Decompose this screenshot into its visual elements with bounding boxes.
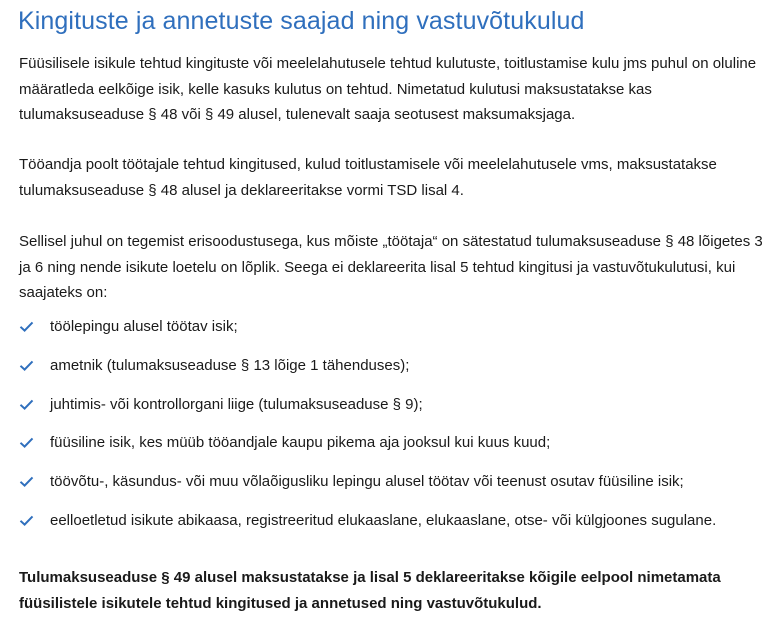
list-item [19, 508, 779, 547]
list-item [19, 469, 779, 508]
check-icon [19, 513, 34, 528]
check-icon [19, 319, 34, 334]
list-item [19, 353, 779, 392]
page-title: Kingituste ja annetuste saajad ning vastuvõtukulud [18, 7, 585, 35]
paragraph-fringe-benefit: Sellisel juhul on tegemist erisoodustusega, kus mõiste „töötaja“ on sätestatud tulumaksuseaduse § 48 lõigetes 3 ja 6 ning nende isikute loetelu on lõplik. Seega ei deklareerita lisal 5 tehtud kingitusi ja vastuvõtukulutusi, kui saajateks on: [19, 233, 763, 301]
check-icon [19, 435, 34, 450]
list-item-text: füüsiline isik, kes müüb tööandjale kaupu pikema aja jooksul kui kuus kuud; [50, 434, 551, 452]
list-item [19, 430, 779, 469]
paragraph-intro: Füüsilisele isikule tehtud kingituste või meelelahutusele tehtud kulutuste, toitlustamise kulu jms puhul on oluline määratleda eelkõige isik, kelle kasuks kulutus on tehtud. Nimetatud kulutusi maksustatakse kas tulumaksuseaduse § 48 või § 49 alusel, tulenevalt saaja seotusest maksumaksjaga. [19, 55, 757, 123]
list-item-text: töövõtu-, käsundus- või muu võlaõigusliku lepingu alusel töötav või teenust osutav füüsiline isik; [50, 473, 684, 491]
check-icon [19, 397, 34, 412]
list-item-text: juhtimis- või kontrollorgani liige (tulumaksuseaduse § 9); [50, 395, 423, 413]
list-item-text: ametnik (tulumaksuseaduse § 13 lõige 1 tähenduses); [50, 356, 410, 374]
list-item-text: eelloetletud isikute abikaasa, registreeritud elukaaslane, elukaaslane, otse- või külgjoones sugulane. [50, 511, 717, 529]
check-icon [19, 358, 34, 373]
paragraph-employer-gifts: Tööandja poolt töötajale tehtud kingitused, kulud toitlustamisele või meelelahutusele vms, maksustatakse tulumaksuseaduse § 48 alusel ja deklareeritakse vormi TSD lisal 4. [19, 156, 717, 199]
paragraph-section-49: Tulumaksuseaduse § 49 alusel maksustatakse ja lisal 5 deklareeritakse kõigile eelpool nimetamata füüsilistele isikutele tehtud kingitused ja annetused ning vastuvõtukulud. [19, 569, 721, 612]
recipient-list [19, 314, 779, 547]
list-item [19, 314, 779, 353]
list-item-text: töölepingu alusel töötav isik; [50, 318, 238, 335]
check-icon [19, 474, 34, 489]
list-item [19, 392, 779, 431]
